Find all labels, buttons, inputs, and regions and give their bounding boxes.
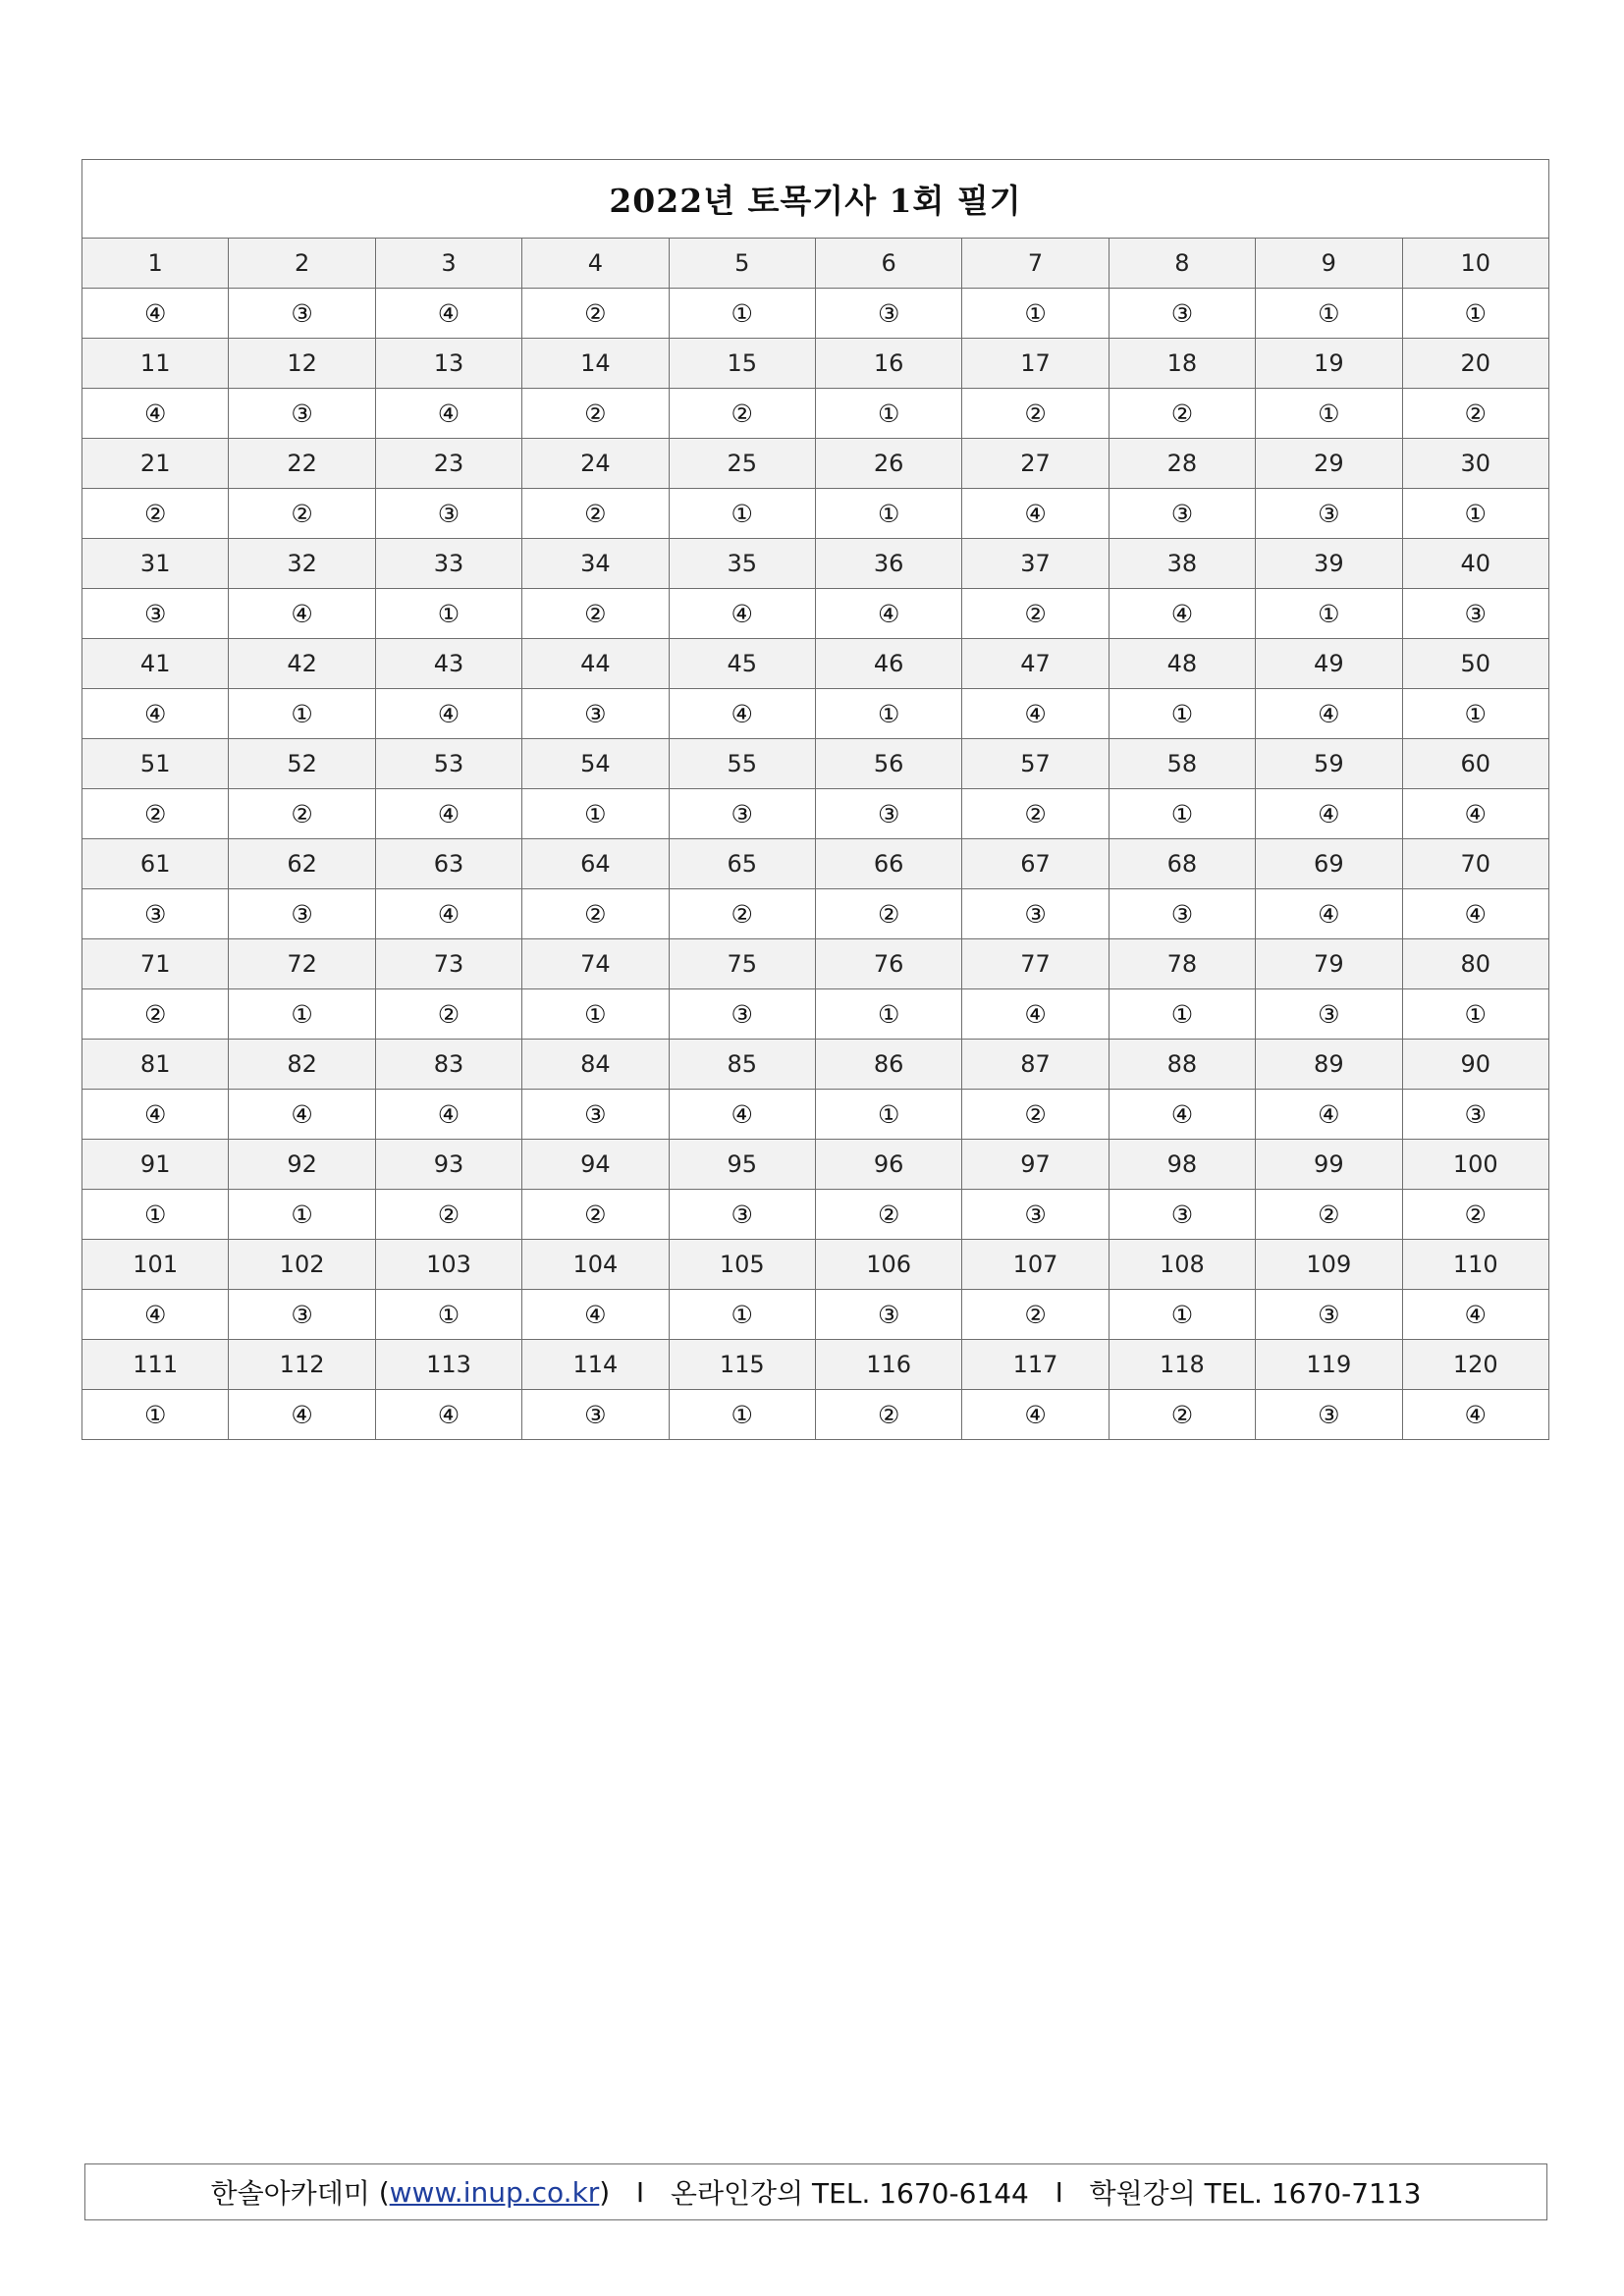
question-number-cell: 57 [962, 739, 1109, 789]
answer-cell: ④ [375, 689, 521, 739]
answer-cell: ② [815, 1190, 961, 1240]
answer-cell: ③ [1109, 489, 1255, 539]
question-number-cell: 82 [229, 1040, 375, 1090]
answer-row [82, 1390, 1549, 1440]
answer-cell: ① [1256, 589, 1402, 639]
question-number-cell: 33 [375, 539, 521, 589]
answer-cell: ① [1256, 389, 1402, 439]
answer-cell: ② [522, 389, 669, 439]
answer-cell: ③ [669, 989, 815, 1040]
answer-cell: ③ [1256, 989, 1402, 1040]
question-number-cell: 21 [82, 439, 229, 489]
question-number-cell: 29 [1256, 439, 1402, 489]
answer-cell: ③ [229, 289, 375, 339]
answer-cell: ④ [815, 589, 961, 639]
question-number-cell: 95 [669, 1140, 815, 1190]
answer-cell: ② [522, 289, 669, 339]
answer-cell: ④ [375, 889, 521, 939]
answer-cell: ① [962, 289, 1109, 339]
question-number-cell: 79 [1256, 939, 1402, 989]
answer-cell: ② [1109, 1390, 1255, 1440]
answer-cell: ④ [82, 1290, 229, 1340]
footer-separator: I [1028, 2175, 1090, 2209]
answer-cell: ② [962, 589, 1109, 639]
answer-row [82, 1090, 1549, 1140]
answer-cell: ③ [82, 589, 229, 639]
question-number-cell: 56 [815, 739, 961, 789]
question-number-row [82, 939, 1549, 989]
answer-cell: ② [229, 489, 375, 539]
answer-cell: ③ [522, 1090, 669, 1140]
answer-row [82, 889, 1549, 939]
question-number-cell: 85 [669, 1040, 815, 1090]
answer-cell: ④ [669, 589, 815, 639]
answer-cell: ③ [669, 1190, 815, 1240]
answer-row [82, 1190, 1549, 1240]
answer-cell: ④ [1402, 889, 1548, 939]
question-number-cell: 67 [962, 839, 1109, 889]
question-number-cell: 75 [669, 939, 815, 989]
question-number-row [82, 1240, 1549, 1290]
question-number-cell: 90 [1402, 1040, 1548, 1090]
answer-cell: ④ [962, 989, 1109, 1040]
answer-cell: ① [229, 989, 375, 1040]
question-number-cell: 102 [229, 1240, 375, 1290]
question-number-cell: 105 [669, 1240, 815, 1290]
question-number-cell: 103 [375, 1240, 521, 1290]
question-number-cell: 59 [1256, 739, 1402, 789]
question-number-cell: 45 [669, 639, 815, 689]
question-number-cell: 80 [1402, 939, 1548, 989]
question-number-cell: 118 [1109, 1340, 1255, 1390]
answer-row [82, 689, 1549, 739]
answer-cell: ③ [1256, 489, 1402, 539]
answer-cell: ④ [1402, 1290, 1548, 1340]
question-number-cell: 86 [815, 1040, 961, 1090]
question-number-cell: 10 [1402, 239, 1548, 289]
answer-cell: ② [962, 789, 1109, 839]
answer-row [82, 489, 1549, 539]
question-number-cell: 98 [1109, 1140, 1255, 1190]
question-number-cell: 39 [1256, 539, 1402, 589]
answer-cell: ② [522, 889, 669, 939]
answer-cell: ③ [815, 1290, 961, 1340]
question-number-cell: 31 [82, 539, 229, 589]
question-number-cell: 5 [669, 239, 815, 289]
question-number-cell: 97 [962, 1140, 1109, 1190]
answer-cell: ① [229, 689, 375, 739]
answer-cell: ④ [1402, 789, 1548, 839]
answer-cell: ③ [1402, 1090, 1548, 1140]
answer-row [82, 789, 1549, 839]
answer-cell: ③ [522, 689, 669, 739]
question-number-cell: 1 [82, 239, 229, 289]
question-number-cell: 20 [1402, 339, 1548, 389]
answer-cell: ④ [82, 289, 229, 339]
answer-cell: ④ [962, 489, 1109, 539]
answer-cell: ④ [375, 1390, 521, 1440]
question-number-cell: 78 [1109, 939, 1255, 989]
question-number-cell: 36 [815, 539, 961, 589]
question-number-cell: 72 [229, 939, 375, 989]
answer-cell: ④ [1109, 1090, 1255, 1140]
answer-cell: ④ [669, 1090, 815, 1140]
question-number-cell: 26 [815, 439, 961, 489]
answer-cell: ③ [669, 789, 815, 839]
footer-open-paren: ( [369, 2175, 390, 2209]
answer-cell: ① [815, 389, 961, 439]
question-number-cell: 120 [1402, 1340, 1548, 1390]
question-number-cell: 28 [1109, 439, 1255, 489]
question-number-cell: 38 [1109, 539, 1255, 589]
question-number-cell: 54 [522, 739, 669, 789]
question-number-cell: 37 [962, 539, 1109, 589]
answer-cell: ③ [1256, 1390, 1402, 1440]
answer-cell: ③ [1256, 1290, 1402, 1340]
question-number-cell: 55 [669, 739, 815, 789]
question-number-row [82, 539, 1549, 589]
question-number-cell: 92 [229, 1140, 375, 1190]
answer-cell: ③ [962, 1190, 1109, 1240]
question-number-cell: 51 [82, 739, 229, 789]
question-number-row [82, 739, 1549, 789]
answer-cell: ④ [522, 1290, 669, 1340]
footer-separator: I [610, 2175, 671, 2209]
answer-cell: ① [1109, 689, 1255, 739]
question-number-cell: 11 [82, 339, 229, 389]
footer-close-paren: ) [599, 2175, 611, 2209]
question-number-row [82, 1040, 1549, 1090]
question-number-cell: 35 [669, 539, 815, 589]
question-number-cell: 111 [82, 1340, 229, 1390]
answer-cell: ② [1402, 389, 1548, 439]
answer-cell: ② [82, 789, 229, 839]
question-number-cell: 96 [815, 1140, 961, 1190]
answer-cell: ④ [375, 1090, 521, 1140]
question-number-cell: 117 [962, 1340, 1109, 1390]
question-number-cell: 104 [522, 1240, 669, 1290]
question-number-cell: 83 [375, 1040, 521, 1090]
question-number-cell: 109 [1256, 1240, 1402, 1290]
question-number-cell: 50 [1402, 639, 1548, 689]
question-number-cell: 46 [815, 639, 961, 689]
question-number-row [82, 639, 1549, 689]
footer-academy-name: 한솔아카데미 [210, 2177, 370, 2210]
question-number-cell: 3 [375, 239, 521, 289]
answer-cell: ② [522, 1190, 669, 1240]
answer-cell: ② [815, 889, 961, 939]
answer-cell: ① [522, 789, 669, 839]
question-number-cell: 99 [1256, 1140, 1402, 1190]
answer-cell: ④ [82, 689, 229, 739]
question-number-cell: 13 [375, 339, 521, 389]
answer-cell: ③ [229, 1290, 375, 1340]
question-number-cell: 63 [375, 839, 521, 889]
page-title: 2022년 토목기사 1회 필기 [82, 160, 1549, 239]
question-number-cell: 115 [669, 1340, 815, 1390]
answer-cell: ④ [229, 1390, 375, 1440]
question-number-cell: 69 [1256, 839, 1402, 889]
question-number-cell: 43 [375, 639, 521, 689]
question-number-cell: 27 [962, 439, 1109, 489]
question-number-cell: 32 [229, 539, 375, 589]
question-number-cell: 58 [1109, 739, 1255, 789]
question-number-cell: 41 [82, 639, 229, 689]
question-number-cell: 22 [229, 439, 375, 489]
question-number-cell: 84 [522, 1040, 669, 1090]
question-number-cell: 76 [815, 939, 961, 989]
answer-cell: ③ [962, 889, 1109, 939]
answer-cell: ③ [229, 889, 375, 939]
answer-cell: ② [522, 589, 669, 639]
answer-cell: ② [669, 889, 815, 939]
answer-cell: ③ [815, 289, 961, 339]
answer-cell: ① [815, 989, 961, 1040]
answer-cell: ③ [815, 789, 961, 839]
answer-cell: ① [1402, 989, 1548, 1040]
answer-cell: ④ [82, 1090, 229, 1140]
answer-cell: ③ [1402, 589, 1548, 639]
question-number-cell: 114 [522, 1340, 669, 1390]
question-number-cell: 94 [522, 1140, 669, 1190]
answer-cell: ② [962, 1090, 1109, 1140]
title-row [82, 160, 1549, 239]
question-number-cell: 65 [669, 839, 815, 889]
question-number-cell: 66 [815, 839, 961, 889]
question-number-row [82, 339, 1549, 389]
question-number-cell: 64 [522, 839, 669, 889]
question-number-cell: 8 [1109, 239, 1255, 289]
question-number-cell: 6 [815, 239, 961, 289]
question-number-cell: 17 [962, 339, 1109, 389]
question-number-cell: 9 [1256, 239, 1402, 289]
answer-cell: ① [815, 1090, 961, 1140]
question-number-cell: 14 [522, 339, 669, 389]
question-number-cell: 19 [1256, 339, 1402, 389]
answer-cell: ② [1256, 1190, 1402, 1240]
answer-table-body [82, 160, 1549, 1440]
question-number-cell: 70 [1402, 839, 1548, 889]
answer-cell: ② [962, 1290, 1109, 1340]
answer-cell: ② [82, 489, 229, 539]
answer-cell: ④ [82, 389, 229, 439]
question-number-cell: 48 [1109, 639, 1255, 689]
answer-cell: ① [669, 1390, 815, 1440]
answer-cell: ④ [1109, 589, 1255, 639]
answer-cell: ④ [375, 389, 521, 439]
question-number-cell: 71 [82, 939, 229, 989]
question-number-cell: 87 [962, 1040, 1109, 1090]
question-number-cell: 25 [669, 439, 815, 489]
answer-cell: ③ [1109, 889, 1255, 939]
question-number-cell: 110 [1402, 1240, 1548, 1290]
answer-cell: ④ [229, 589, 375, 639]
question-number-cell: 93 [375, 1140, 521, 1190]
question-number-cell: 4 [522, 239, 669, 289]
question-number-cell: 113 [375, 1340, 521, 1390]
answer-cell: ① [815, 689, 961, 739]
answer-cell: ① [669, 489, 815, 539]
answer-cell: ④ [229, 1090, 375, 1140]
answer-cell: ④ [1256, 689, 1402, 739]
answer-row [82, 989, 1549, 1040]
answer-cell: ③ [82, 889, 229, 939]
question-number-cell: 119 [1256, 1340, 1402, 1390]
answer-table [81, 159, 1549, 1440]
answer-cell: ④ [375, 789, 521, 839]
answer-cell: ④ [669, 689, 815, 739]
answer-cell: ① [82, 1190, 229, 1240]
answer-row [82, 1290, 1549, 1340]
question-number-row [82, 439, 1549, 489]
question-number-cell: 106 [815, 1240, 961, 1290]
question-number-cell: 101 [82, 1240, 229, 1290]
answer-cell: ③ [1109, 1190, 1255, 1240]
answer-cell: ① [669, 1290, 815, 1340]
answer-cell: ④ [1256, 1090, 1402, 1140]
footer-online-tel: 온라인강의 TEL. 1670-6144 [670, 2177, 1029, 2210]
question-number-cell: 100 [1402, 1140, 1548, 1190]
answer-cell: ④ [1256, 789, 1402, 839]
question-number-cell: 91 [82, 1140, 229, 1190]
question-number-cell: 61 [82, 839, 229, 889]
answer-cell: ① [1402, 689, 1548, 739]
question-number-cell: 52 [229, 739, 375, 789]
answer-row [82, 589, 1549, 639]
answer-cell: ① [1109, 1290, 1255, 1340]
footer-website-link[interactable]: www.inup.co.kr [389, 2175, 600, 2209]
answer-cell: ③ [375, 489, 521, 539]
answer-cell: ③ [522, 1390, 669, 1440]
answer-cell: ① [1256, 289, 1402, 339]
answer-cell: ② [522, 489, 669, 539]
question-number-cell: 47 [962, 639, 1109, 689]
question-number-row [82, 1340, 1549, 1390]
answer-cell: ① [1402, 489, 1548, 539]
answer-cell: ① [1109, 989, 1255, 1040]
question-number-cell: 16 [815, 339, 961, 389]
answer-cell: ④ [1402, 1390, 1548, 1440]
answer-cell: ① [522, 989, 669, 1040]
question-number-cell: 24 [522, 439, 669, 489]
answer-cell: ① [669, 289, 815, 339]
question-number-cell: 34 [522, 539, 669, 589]
question-number-cell: 108 [1109, 1240, 1255, 1290]
question-number-cell: 2 [229, 239, 375, 289]
answer-cell: ② [375, 1190, 521, 1240]
question-number-row [82, 839, 1549, 889]
question-number-cell: 15 [669, 339, 815, 389]
question-number-cell: 30 [1402, 439, 1548, 489]
answer-cell: ② [82, 989, 229, 1040]
footer-offline-tel: 학원강의 TEL. 1670-7113 [1089, 2177, 1422, 2210]
question-number-cell: 89 [1256, 1040, 1402, 1090]
question-number-row [82, 239, 1549, 289]
question-number-cell: 12 [229, 339, 375, 389]
answer-cell: ② [1402, 1190, 1548, 1240]
question-number-cell: 62 [229, 839, 375, 889]
question-number-cell: 60 [1402, 739, 1548, 789]
answer-cell: ④ [375, 289, 521, 339]
answer-cell: ② [229, 789, 375, 839]
answer-cell: ② [1109, 389, 1255, 439]
question-number-cell: 49 [1256, 639, 1402, 689]
answer-cell: ② [375, 989, 521, 1040]
answer-cell: ④ [962, 1390, 1109, 1440]
question-number-row [82, 1140, 1549, 1190]
question-number-cell: 18 [1109, 339, 1255, 389]
answer-cell: ④ [1256, 889, 1402, 939]
question-number-cell: 112 [229, 1340, 375, 1390]
answer-cell: ① [375, 589, 521, 639]
answer-cell: ① [815, 489, 961, 539]
answer-cell: ③ [1109, 289, 1255, 339]
answer-cell: ① [82, 1390, 229, 1440]
question-number-cell: 44 [522, 639, 669, 689]
question-number-cell: 23 [375, 439, 521, 489]
answer-cell: ① [375, 1290, 521, 1340]
question-number-cell: 81 [82, 1040, 229, 1090]
answer-cell: ③ [229, 389, 375, 439]
answer-row [82, 389, 1549, 439]
question-number-cell: 40 [1402, 539, 1548, 589]
answer-cell: ② [962, 389, 1109, 439]
question-number-cell: 74 [522, 939, 669, 989]
question-number-cell: 88 [1109, 1040, 1255, 1090]
answer-cell: ② [669, 389, 815, 439]
answer-cell: ① [229, 1190, 375, 1240]
question-number-cell: 77 [962, 939, 1109, 989]
question-number-cell: 73 [375, 939, 521, 989]
answer-row [82, 289, 1549, 339]
question-number-cell: 42 [229, 639, 375, 689]
question-number-cell: 7 [962, 239, 1109, 289]
answer-cell: ④ [962, 689, 1109, 739]
question-number-cell: 116 [815, 1340, 961, 1390]
question-number-cell: 107 [962, 1240, 1109, 1290]
answer-cell: ① [1109, 789, 1255, 839]
question-number-cell: 68 [1109, 839, 1255, 889]
answer-cell: ① [1402, 289, 1548, 339]
question-number-cell: 53 [375, 739, 521, 789]
answer-cell: ② [815, 1390, 961, 1440]
footer [84, 2163, 1547, 2220]
